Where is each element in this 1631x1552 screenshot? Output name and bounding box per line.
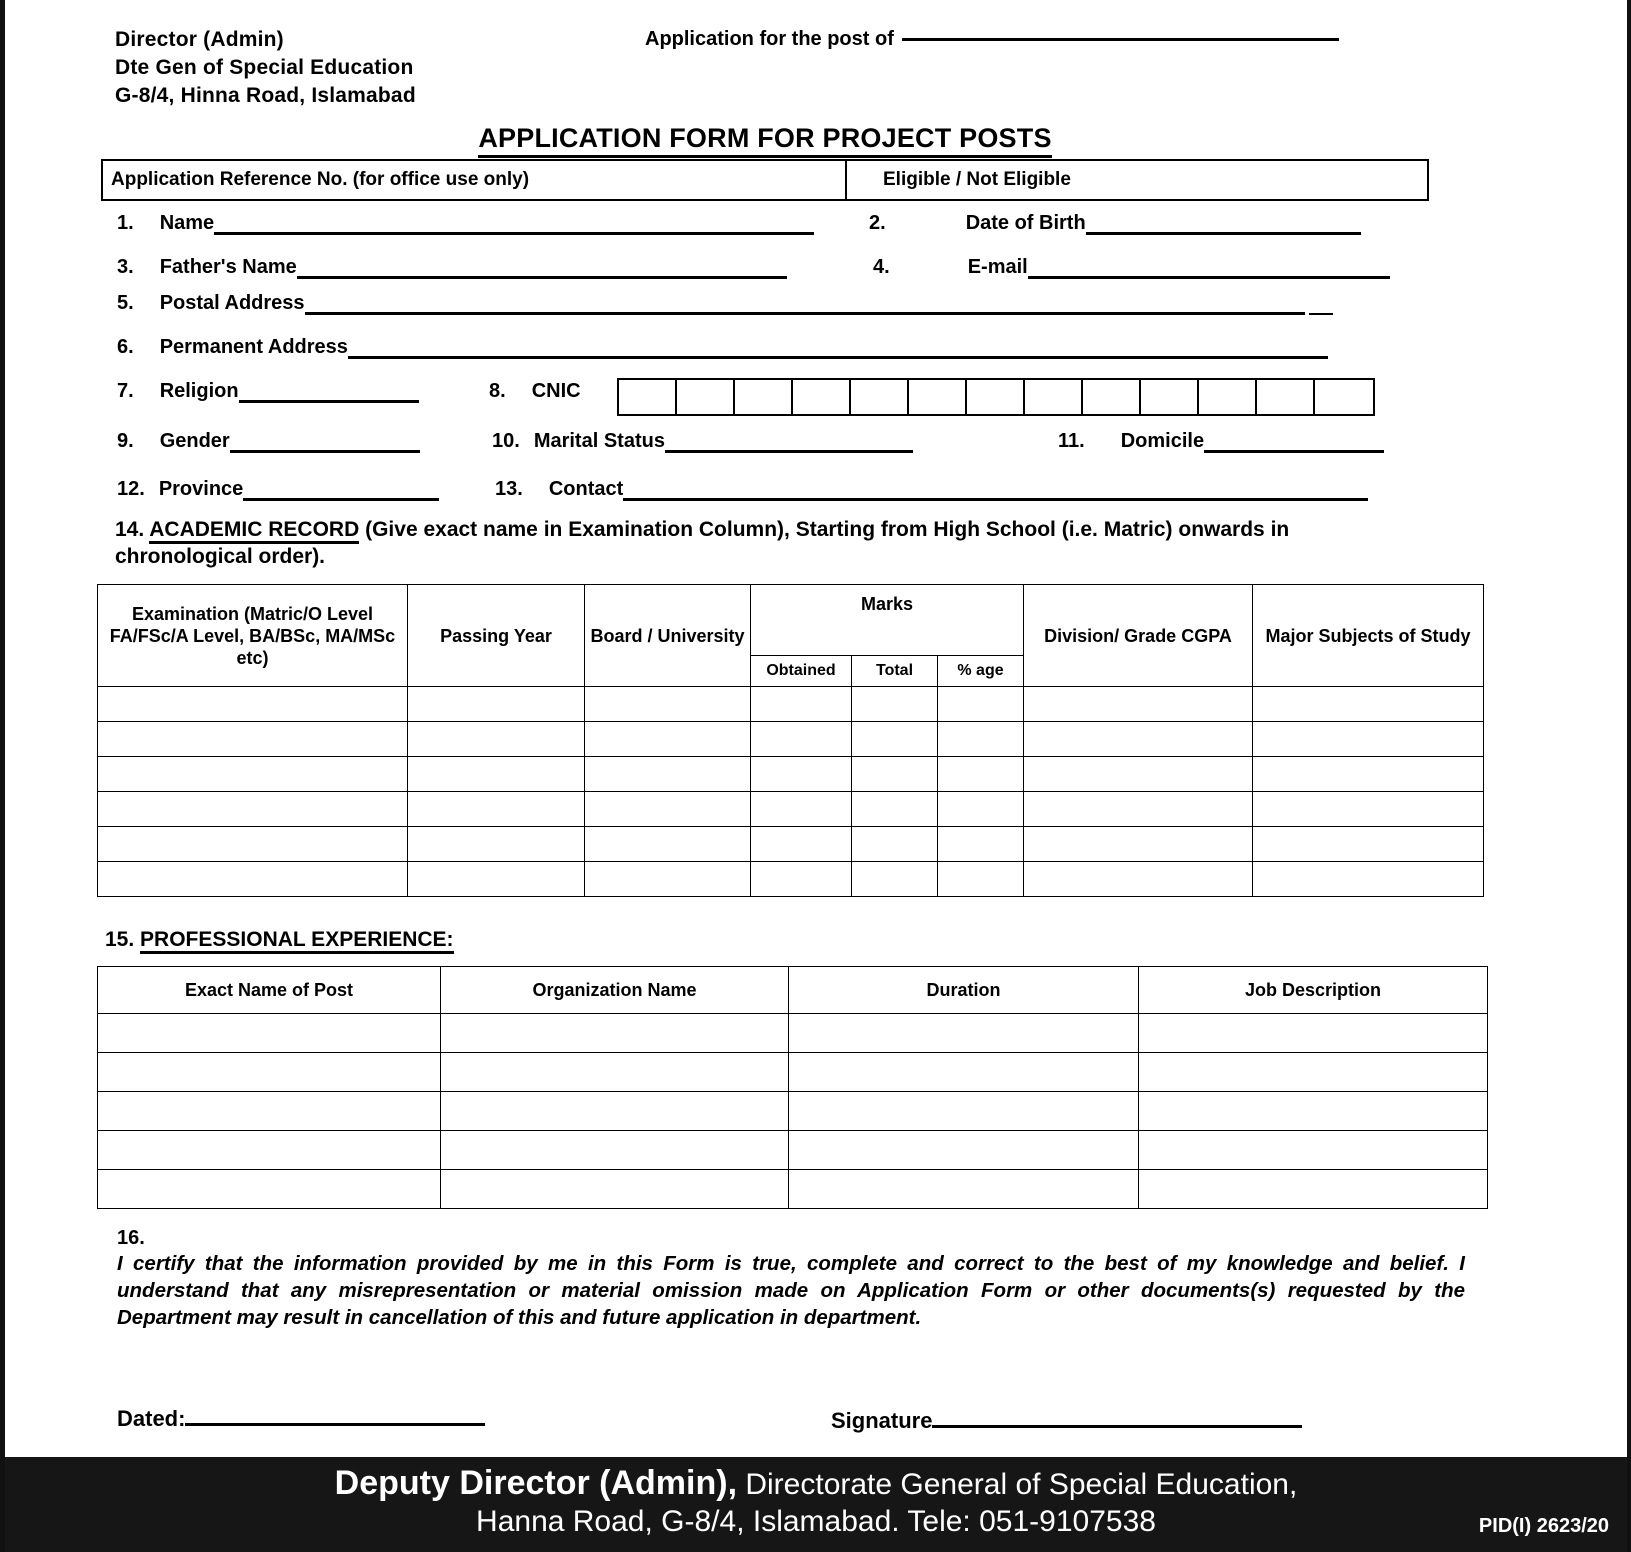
table-row[interactable] <box>98 1092 1488 1131</box>
acad-col-major-subjects: Major Subjects of Study <box>1253 585 1484 687</box>
field-marital-status-input-line[interactable] <box>665 431 913 453</box>
cnic-digit-box[interactable] <box>1315 380 1373 414</box>
field-fathers-name-label: Father's Name <box>159 256 297 278</box>
field-contact-input-line[interactable] <box>623 479 1368 501</box>
table-cell[interactable] <box>585 862 751 897</box>
dated-input-line[interactable] <box>185 1404 485 1426</box>
table-cell[interactable] <box>98 1170 441 1209</box>
acad-col-marks: Marks <box>751 585 1024 656</box>
footer-department: Directorate General of Special Education, <box>737 1468 1298 1501</box>
acad-col-examination: Examination (Matric/O Level FA/FSc/A Level, BA/BSc, MA/MSc etc) <box>98 585 408 687</box>
table-cell[interactable] <box>1024 827 1253 862</box>
table-cell[interactable] <box>1139 1053 1488 1092</box>
table-cell[interactable] <box>408 757 585 792</box>
office-line-2: Dte Gen of Special Education <box>115 56 414 79</box>
table-cell[interactable] <box>441 1092 789 1131</box>
table-cell[interactable] <box>789 1131 1139 1170</box>
table-cell[interactable] <box>1024 722 1253 757</box>
field-postal-address[interactable] <box>117 292 1333 315</box>
table-row[interactable] <box>98 1170 1488 1209</box>
eligibility-cell[interactable] <box>847 161 1427 199</box>
cnic-digit-box[interactable] <box>1025 380 1083 414</box>
table-cell[interactable] <box>98 1092 441 1131</box>
table-cell[interactable] <box>441 1014 789 1053</box>
academic-record-table[interactable] <box>97 584 1484 897</box>
application-reference-no-label: Application Reference No. (for office use only) <box>111 169 530 190</box>
table-cell[interactable] <box>789 1014 1139 1053</box>
table-cell[interactable] <box>1253 722 1484 757</box>
cnic-digit-box[interactable] <box>1257 380 1315 414</box>
field-dob-number: 2. <box>869 212 886 234</box>
table-cell[interactable] <box>751 757 852 792</box>
table-row[interactable] <box>98 1131 1488 1170</box>
table-cell[interactable] <box>585 722 751 757</box>
field-dob-input-line[interactable] <box>1086 213 1361 235</box>
acad-col-marks-percentage: % age <box>938 656 1024 687</box>
field-gender[interactable] <box>117 430 420 453</box>
reference-box <box>101 159 1429 201</box>
cnic-digit-box[interactable] <box>909 380 967 414</box>
table-row[interactable] <box>98 757 1484 792</box>
table-row[interactable] <box>98 827 1484 862</box>
table-cell[interactable] <box>1024 862 1253 897</box>
table-cell[interactable] <box>1024 792 1253 827</box>
page-title: APPLICATION FORM FOR PROJECT POSTS <box>115 123 1415 154</box>
section-15-title: PROFESSIONAL EXPERIENCE: <box>140 928 454 954</box>
table-cell[interactable] <box>1253 792 1484 827</box>
table-cell[interactable] <box>98 1014 441 1053</box>
dated-label: Dated: <box>117 1406 186 1431</box>
table-cell[interactable] <box>408 792 585 827</box>
cnic-digit-box[interactable] <box>1141 380 1199 414</box>
table-cell[interactable] <box>1139 1131 1488 1170</box>
table-cell[interactable] <box>408 687 585 722</box>
field-permanent-address-label: Permanent Address <box>159 336 348 358</box>
table-cell[interactable] <box>938 722 1024 757</box>
table-cell[interactable] <box>789 1170 1139 1209</box>
acad-col-division-grade-cgpa: Division/ Grade CGPA <box>1024 585 1253 687</box>
table-cell[interactable] <box>852 757 938 792</box>
table-cell[interactable] <box>1139 1014 1488 1053</box>
table-cell[interactable] <box>1139 1092 1488 1131</box>
field-religion[interactable] <box>117 380 419 403</box>
table-cell[interactable] <box>789 1053 1139 1092</box>
table-cell[interactable] <box>441 1170 789 1209</box>
cnic-digit-box[interactable] <box>619 380 677 414</box>
table-cell[interactable] <box>789 1092 1139 1131</box>
field-cnic-label: CNIC <box>531 380 581 402</box>
section-15-number: 15. <box>105 928 135 951</box>
table-cell[interactable] <box>852 722 938 757</box>
section-14-heading <box>115 516 1405 570</box>
table-cell[interactable] <box>98 827 408 862</box>
field-contact[interactable] <box>495 478 1368 501</box>
table-row[interactable] <box>98 722 1484 757</box>
field-gender-label: Gender <box>159 430 230 452</box>
field-province-input-line[interactable] <box>243 479 439 501</box>
issuing-office-address <box>115 26 416 110</box>
application-reference-no-cell[interactable] <box>103 161 847 199</box>
field-permanent-address-number: 6. <box>117 336 134 358</box>
field-email-label: E-mail <box>967 256 1028 278</box>
table-cell[interactable] <box>938 687 1024 722</box>
post-applied-label: Application for the post of <box>645 28 894 50</box>
exp-col-duration: Duration <box>789 967 1139 1014</box>
field-email-number: 4. <box>873 256 890 278</box>
table-cell[interactable] <box>751 722 852 757</box>
table-cell[interactable] <box>1253 862 1484 897</box>
table-row[interactable] <box>98 792 1484 827</box>
table-cell[interactable] <box>852 862 938 897</box>
section-14-description: (Give exact name in Examination Column), Starting from High School (i.e. Matric) onwards in chronological order). <box>115 518 1290 568</box>
field-name-input-line[interactable] <box>214 213 814 235</box>
table-cell[interactable] <box>98 862 408 897</box>
footer-banner <box>5 1457 1627 1552</box>
field-fathers-name[interactable] <box>117 256 787 279</box>
office-line-1: Director (Admin) <box>115 28 284 51</box>
table-cell[interactable] <box>441 1131 789 1170</box>
field-gender-number: 9. <box>117 430 134 452</box>
table-cell[interactable] <box>98 792 408 827</box>
certification-statement: I certify that the information provided by me in this Form is true, complete and correct to the best of my knowledge and belief. I understand that any misrepresentation or material omission made on Application Form or other documents(s) requested by the Department may result in cancellation of this and future application in department. <box>117 1252 1465 1329</box>
table-cell[interactable] <box>938 862 1024 897</box>
table-cell[interactable] <box>98 1053 441 1092</box>
section-14-title: ACADEMIC RECORD <box>149 518 359 544</box>
acad-col-passing-year: Passing Year <box>408 585 585 687</box>
signature-label: Signature <box>831 1408 933 1433</box>
field-name-number: 1. <box>117 212 134 234</box>
field-gender-input-line[interactable] <box>230 431 420 453</box>
table-cell[interactable] <box>408 862 585 897</box>
table-row[interactable] <box>98 1014 1488 1053</box>
cnic-digit-box[interactable] <box>1083 380 1141 414</box>
table-cell[interactable] <box>751 687 852 722</box>
cnic-digit-box[interactable] <box>735 380 793 414</box>
table-cell[interactable] <box>1253 687 1484 722</box>
table-cell[interactable] <box>585 687 751 722</box>
field-domicile-label: Domicile <box>1120 430 1205 452</box>
field-postal-address-label: Postal Address <box>159 292 305 314</box>
cnic-digit-box[interactable] <box>967 380 1025 414</box>
section-16-number: 16. <box>117 1227 145 1249</box>
field-postal-address-input-line-tail[interactable] <box>1309 294 1333 315</box>
table-cell[interactable] <box>1253 827 1484 862</box>
footer-line-1 <box>5 1465 1627 1503</box>
field-contact-number: 13. <box>495 478 523 500</box>
table-row[interactable] <box>98 1053 1488 1092</box>
field-cnic-number: 8. <box>489 380 506 402</box>
field-religion-input-line[interactable] <box>239 381 419 403</box>
field-permanent-address[interactable] <box>117 336 1328 359</box>
exp-col-post: Exact Name of Post <box>98 967 441 1014</box>
field-religion-number: 7. <box>117 380 134 402</box>
field-marital-status[interactable] <box>492 430 913 453</box>
footer-line-2: Hanna Road, G-8/4, Islamabad. Tele: 051-9107538 <box>476 1505 1156 1538</box>
field-marital-status-label: Marital Status <box>533 430 665 452</box>
table-cell[interactable] <box>408 722 585 757</box>
office-line-3: G-8/4, Hinna Road, Islamabad <box>115 84 416 107</box>
field-province[interactable] <box>117 478 439 501</box>
dated-field[interactable] <box>117 1404 485 1432</box>
field-postal-address-input-line[interactable] <box>305 293 1305 315</box>
table-cell[interactable] <box>751 792 852 827</box>
acad-col-marks-obtained: Obtained <box>751 656 852 687</box>
field-domicile-number: 11. <box>1058 430 1085 452</box>
cnic-digit-box[interactable] <box>793 380 851 414</box>
cnic-digit-box[interactable] <box>677 380 735 414</box>
field-permanent-address-input-line[interactable] <box>348 337 1328 359</box>
table-cell[interactable] <box>938 792 1024 827</box>
table-cell[interactable] <box>852 792 938 827</box>
field-domicile[interactable] <box>1058 430 1384 453</box>
cnic-digit-box[interactable] <box>851 380 909 414</box>
table-cell[interactable] <box>408 827 585 862</box>
field-province-number: 12. <box>117 478 145 500</box>
table-cell[interactable] <box>751 827 852 862</box>
field-domicile-input-line[interactable] <box>1204 431 1384 453</box>
field-email[interactable] <box>873 256 1390 279</box>
table-row[interactable] <box>98 687 1484 722</box>
table-cell[interactable] <box>1024 687 1253 722</box>
table-cell[interactable] <box>1253 757 1484 792</box>
pid-number: PID(I) 2623/20 <box>1478 1515 1609 1537</box>
field-province-label: Province <box>158 478 244 500</box>
section-15-heading <box>105 928 454 952</box>
table-cell[interactable] <box>938 757 1024 792</box>
professional-experience-table[interactable] <box>97 966 1488 1209</box>
footer-designation: Deputy Director (Admin), <box>334 1464 738 1502</box>
field-name-label: Name <box>159 212 215 234</box>
table-cell[interactable] <box>98 1131 441 1170</box>
eligibility-label: Eligible / Not Eligible <box>883 169 1071 190</box>
post-applied-field[interactable] <box>645 28 1339 51</box>
field-email-input-line[interactable] <box>1028 257 1390 279</box>
table-cell[interactable] <box>852 827 938 862</box>
signature-input-line[interactable] <box>932 1406 1302 1428</box>
section-14-number: 14. <box>115 518 145 541</box>
field-cnic-label-group <box>489 380 581 403</box>
cnic-boxes[interactable] <box>617 378 1375 416</box>
table-row[interactable] <box>98 862 1484 897</box>
field-fathers-name-input-line[interactable] <box>297 257 787 279</box>
table-cell[interactable] <box>441 1053 789 1092</box>
table-cell[interactable] <box>98 722 408 757</box>
table-cell[interactable] <box>98 757 408 792</box>
field-religion-label: Religion <box>159 380 239 402</box>
field-postal-address-number: 5. <box>117 292 134 314</box>
field-marital-status-number: 10. <box>492 430 520 452</box>
field-date-of-birth[interactable] <box>869 212 1361 235</box>
signature-field[interactable] <box>831 1406 1302 1434</box>
cnic-digit-box[interactable] <box>1199 380 1257 414</box>
table-cell[interactable] <box>585 792 751 827</box>
exp-col-organization: Organization Name <box>441 967 789 1014</box>
table-cell[interactable] <box>938 827 1024 862</box>
table-cell[interactable] <box>751 862 852 897</box>
table-cell[interactable] <box>585 757 751 792</box>
field-dob-label: Date of Birth <box>965 212 1086 234</box>
table-cell[interactable] <box>852 687 938 722</box>
table-cell[interactable] <box>1024 757 1253 792</box>
acad-col-marks-total: Total <box>852 656 938 687</box>
acad-col-board-university: Board / University <box>585 585 751 687</box>
table-cell[interactable] <box>585 827 751 862</box>
field-name[interactable] <box>117 212 814 235</box>
field-fathers-name-number: 3. <box>117 256 134 278</box>
field-contact-label: Contact <box>548 478 624 500</box>
exp-col-job-description: Job Description <box>1139 967 1488 1014</box>
table-cell[interactable] <box>1139 1170 1488 1209</box>
table-cell[interactable] <box>98 687 408 722</box>
post-applied-blank-line[interactable] <box>902 38 1339 41</box>
